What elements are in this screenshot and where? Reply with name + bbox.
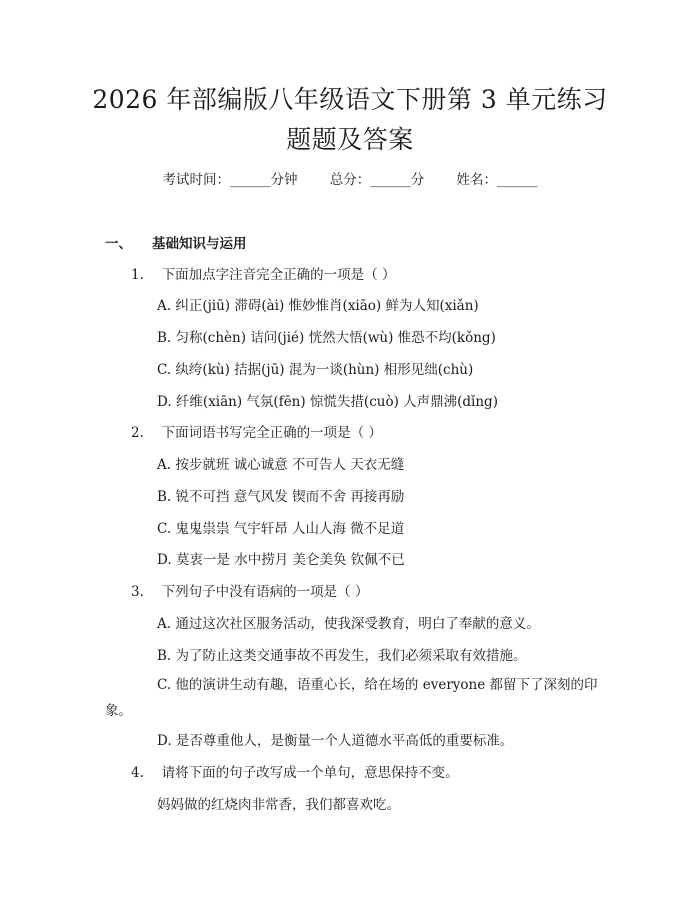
question-3-option-c: C. 他的演讲生动有趣，语重心长，给在场的 everyone 都留下了深刻的印象。 xyxy=(105,677,598,719)
question-1-option-a: A. 纠正(jiū) 滞碍(ài) 惟妙惟肖(xiāo) 鲜为人知(xiǎn) xyxy=(157,298,479,314)
question-3-option-a: A. 通过这次社区服务活动，使我深受教育，明白了奉献的意义。 xyxy=(157,616,540,632)
question-2-option-b: B. 锐不可挡 意气风发 锲而不舍 再接再励 xyxy=(157,489,405,505)
question-2-option-d: D. 莫衷一是 水中捞月 美仑美奂 钦佩不已 xyxy=(157,552,405,568)
question-3-option-b: B. 为了防止这类交通事故不再发生，我们必须采取有效措施。 xyxy=(157,648,527,664)
question-4-stem: 4. 请将下面的句子改写成一个单句，意思保持不变。 xyxy=(131,765,459,781)
question-1-stem: 1. 下面加点字注音完全正确的一项是（ ） xyxy=(131,267,396,283)
section-title: 基础知识与运用 xyxy=(152,236,247,252)
total-score-field: 总分：______分 xyxy=(329,172,425,188)
exam-time-field: 考试时间：______分钟 xyxy=(162,172,298,188)
question-1-option-c: C. 纨绔(kù) 拮据(jū) 混为一谈(hùn) 相形见绌(chù) xyxy=(157,362,474,378)
question-3-option-d: D. 是否尊重他人，是衡量一个人道德水平高低的重要标准。 xyxy=(157,733,514,749)
question-2-option-a: A. 按步就班 诚心诚意 不可告人 天衣无缝 xyxy=(157,457,405,473)
section-number: 一、 xyxy=(105,236,132,252)
title-line-2: 题题及答案 xyxy=(286,125,414,154)
question-4-sentence: 妈妈做的红烧肉非常香，我们都喜欢吃。 xyxy=(157,797,400,813)
document-title xyxy=(60,80,640,160)
question-2-stem: 2. 下面词语书写完全正确的一项是（ ） xyxy=(131,425,382,441)
exam-meta xyxy=(0,168,700,188)
section-heading xyxy=(105,232,247,252)
question-3-stem: 3. 下列句子中没有语病的一项是（ ） xyxy=(131,584,369,600)
name-field: 姓名：______ xyxy=(456,172,538,188)
question-2-option-c: C. 鬼鬼祟祟 气宇轩昂 人山人海 微不足道 xyxy=(157,521,405,537)
question-1-option-d: D. 纤维(xiān) 气氛(fēn) 惊慌失措(cuò) 人声鼎沸(dǐng) xyxy=(157,394,498,410)
question-1-option-b: B. 匀称(chèn) 诘问(jié) 恍然大悟(wù) 惟恐不均(kǒng) xyxy=(157,330,496,346)
title-line-1: 2026 年部编版八年级语文下册第 3 单元练习 xyxy=(92,85,608,114)
